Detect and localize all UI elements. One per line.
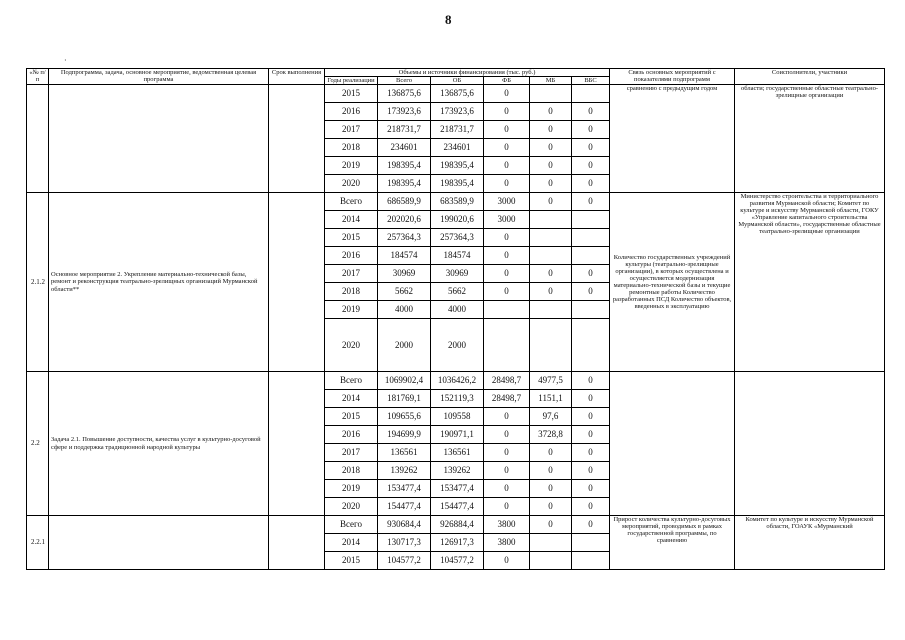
cell-ob: 136561 (431, 444, 484, 462)
cell-total: 257364,3 (378, 229, 431, 247)
cell-mb: 97,6 (530, 408, 572, 426)
cell-total: 5662 (378, 283, 431, 301)
header-row (27, 69, 885, 77)
cell-vbs: 0 (572, 390, 610, 408)
row-term (269, 85, 325, 193)
cell-ob: 198395,4 (431, 175, 484, 193)
cell-ob: 30969 (431, 265, 484, 283)
row-description: Задача 2.1. Повышение доступности, качества услуг в культурно-досуговой сфере и поддержка традиционной народной культуры (49, 372, 269, 516)
cell-vbs: 0 (572, 426, 610, 444)
header-col-years: Годы реализации (325, 77, 378, 85)
cell-total: 4000 (378, 301, 431, 319)
cell-ob: 104577,2 (431, 552, 484, 570)
cell-year: 2019 (325, 480, 378, 498)
cell-year: 2014 (325, 534, 378, 552)
header-coexec: Соисполнители, участники (735, 69, 885, 85)
cell-year: 2015 (325, 229, 378, 247)
cell-vbs: 0 (572, 498, 610, 516)
cell-total: 173923,6 (378, 103, 431, 121)
cell-vbs (572, 85, 610, 103)
cell-vbs (572, 552, 610, 570)
cell-total: 930684,4 (378, 516, 431, 534)
cell-total: 139262 (378, 462, 431, 480)
cell-year: Всего (325, 193, 378, 211)
cell-total: 154477,4 (378, 498, 431, 516)
cell-vbs: 0 (572, 480, 610, 498)
cell-year: 2014 (325, 211, 378, 229)
cell-total: 198395,4 (378, 157, 431, 175)
cell-ob: 184574 (431, 247, 484, 265)
cell-year: 2018 (325, 462, 378, 480)
cell-mb: 0 (530, 516, 572, 534)
cell-ob: 4000 (431, 301, 484, 319)
cell-vbs: 0 (572, 444, 610, 462)
cell-ob: 153477,4 (431, 480, 484, 498)
cell-vbs: 0 (572, 157, 610, 175)
cell-vbs: 0 (572, 516, 610, 534)
header-col-mb: МБ (530, 77, 572, 85)
cell-year: 2016 (325, 426, 378, 444)
cell-total: 136561 (378, 444, 431, 462)
row-term (269, 372, 325, 516)
cell-ob: 190971,1 (431, 426, 484, 444)
cell-mb: 0 (530, 157, 572, 175)
cell-mb: 0 (530, 193, 572, 211)
cell-year: Всего (325, 516, 378, 534)
cell-vbs: 0 (572, 462, 610, 480)
cell-total: 2000 (378, 319, 431, 372)
cell-fb: 28498,7 (484, 390, 530, 408)
cell-mb (530, 319, 572, 372)
cell-mb: 0 (530, 121, 572, 139)
row-term (269, 516, 325, 570)
cell-ob: 218731,7 (431, 121, 484, 139)
table-row (27, 372, 885, 390)
row-code: 2.2.1 (27, 516, 49, 570)
cell-mb: 0 (530, 444, 572, 462)
row-code: 2.1.2 (27, 193, 49, 372)
cell-ob: 136875,6 (431, 85, 484, 103)
row-link-indicator: Прирост количества культурно-досуговых мероприятий, проводимых в рамках государственной программы, по сравнению (610, 516, 735, 570)
cell-ob: 926884,4 (431, 516, 484, 534)
row-coexecutors (735, 372, 885, 516)
cell-fb: 0 (484, 480, 530, 498)
page-mark: · (64, 56, 67, 65)
cell-year: 2014 (325, 390, 378, 408)
cell-fb: 0 (484, 283, 530, 301)
page-number: 8 (445, 12, 452, 27)
cell-fb: 0 (484, 229, 530, 247)
cell-year: 2016 (325, 103, 378, 121)
cell-total: 136875,6 (378, 85, 431, 103)
cell-mb: 0 (530, 265, 572, 283)
cell-total: 1069902,4 (378, 372, 431, 390)
header-volumes: Объемы и источники финансирования (тыс. руб.) (325, 69, 610, 77)
cell-ob: 126917,3 (431, 534, 484, 552)
cell-ob: 173923,6 (431, 103, 484, 121)
row-coexecutors: области; государственные областные театрально-зрелищные организации (735, 85, 885, 193)
cell-ob: 2000 (431, 319, 484, 372)
cell-year: 2020 (325, 319, 378, 372)
cell-mb: 0 (530, 103, 572, 121)
cell-total: 30969 (378, 265, 431, 283)
cell-fb: 3000 (484, 193, 530, 211)
header-col-vbs: ВБС (572, 77, 610, 85)
cell-year: Всего (325, 372, 378, 390)
row-description: Основное мероприятие 2. Укрепление материально-технической базы, ремонт и реконструкция театрально-зрелищных организаций Мурманской области** (49, 193, 269, 372)
cell-mb: 3728,8 (530, 426, 572, 444)
cell-total: 109655,6 (378, 408, 431, 426)
cell-mb: 0 (530, 139, 572, 157)
cell-year: 2020 (325, 498, 378, 516)
cell-vbs: 0 (572, 175, 610, 193)
cell-year: 2016 (325, 247, 378, 265)
cell-fb: 3000 (484, 211, 530, 229)
cell-ob: 152119,3 (431, 390, 484, 408)
cell-vbs (572, 247, 610, 265)
row-description (49, 85, 269, 193)
header-col-ob: ОБ (431, 77, 484, 85)
header-col-total: Всего (378, 77, 431, 85)
cell-fb: 28498,7 (484, 372, 530, 390)
cell-fb: 0 (484, 175, 530, 193)
cell-year: 2018 (325, 283, 378, 301)
cell-mb: 1151,1 (530, 390, 572, 408)
cell-ob: 257364,3 (431, 229, 484, 247)
cell-vbs (572, 229, 610, 247)
header-col-fb: ФБ (484, 77, 530, 85)
cell-total: 218731,7 (378, 121, 431, 139)
cell-fb: 3800 (484, 516, 530, 534)
cell-ob: 199020,6 (431, 211, 484, 229)
row-description (49, 516, 269, 570)
row-link-indicator (610, 372, 735, 516)
row-link-indicator: сравнению с предыдущим годом (610, 85, 735, 193)
cell-mb: 0 (530, 480, 572, 498)
cell-year: 2019 (325, 301, 378, 319)
cell-year: 2018 (325, 139, 378, 157)
cell-mb (530, 85, 572, 103)
cell-mb (530, 247, 572, 265)
cell-fb: 0 (484, 85, 530, 103)
header-program: Подпрограмма, задача, основное мероприятие, ведомственная целевая программа (49, 69, 269, 85)
cell-ob: 109558 (431, 408, 484, 426)
cell-mb (530, 211, 572, 229)
cell-ob: 154477,4 (431, 498, 484, 516)
cell-total: 234601 (378, 139, 431, 157)
cell-mb: 0 (530, 175, 572, 193)
cell-mb (530, 301, 572, 319)
row-coexecutors: Министерство строительства и территориального развития Мурманской области; Комитет по культуре и искусству Мурманской области, ГОКУ «Управление капитального строительства Мурманской области», государственные областные театрально-зрелищные организации (735, 193, 885, 372)
cell-vbs (572, 301, 610, 319)
cell-vbs: 0 (572, 103, 610, 121)
cell-fb: 0 (484, 462, 530, 480)
row-code: 2.2 (27, 372, 49, 516)
cell-fb: 0 (484, 157, 530, 175)
cell-vbs: 0 (572, 121, 610, 139)
financing-table (26, 68, 885, 570)
cell-fb: 0 (484, 426, 530, 444)
cell-mb: 0 (530, 283, 572, 301)
cell-fb (484, 319, 530, 372)
cell-ob: 139262 (431, 462, 484, 480)
cell-mb: 0 (530, 498, 572, 516)
cell-mb: 4977,5 (530, 372, 572, 390)
cell-total: 104577,2 (378, 552, 431, 570)
cell-vbs (572, 319, 610, 372)
cell-ob: 1036426,2 (431, 372, 484, 390)
cell-year: 2017 (325, 121, 378, 139)
cell-fb: 0 (484, 408, 530, 426)
cell-ob: 234601 (431, 139, 484, 157)
cell-ob: 198395,4 (431, 157, 484, 175)
cell-fb (484, 301, 530, 319)
cell-vbs: 0 (572, 372, 610, 390)
cell-year: 2020 (325, 175, 378, 193)
cell-mb: 0 (530, 462, 572, 480)
cell-mb (530, 534, 572, 552)
cell-ob: 683589,9 (431, 193, 484, 211)
header-link: Связь основных мероприятий с показателями подпрограмм (610, 69, 735, 85)
header-term: Срок выполнения (269, 69, 325, 85)
cell-vbs: 0 (572, 139, 610, 157)
row-term (269, 193, 325, 372)
cell-year: 2015 (325, 552, 378, 570)
cell-vbs (572, 534, 610, 552)
cell-total: 130717,3 (378, 534, 431, 552)
cell-mb (530, 229, 572, 247)
cell-total: 181769,1 (378, 390, 431, 408)
row-code (27, 85, 49, 193)
cell-fb: 0 (484, 103, 530, 121)
cell-fb: 0 (484, 139, 530, 157)
cell-vbs: 0 (572, 283, 610, 301)
cell-fb: 0 (484, 498, 530, 516)
cell-total: 198395,4 (378, 175, 431, 193)
row-coexecutors: Комитет по культуре и искусству Мурманской области, ГОАУК «Мурманский (735, 516, 885, 570)
cell-vbs (572, 211, 610, 229)
table-row (27, 193, 885, 211)
table-row (27, 516, 885, 534)
cell-fb: 0 (484, 265, 530, 283)
row-link-indicator: Количество государственных учреждений культуры (театрально-зрелищные организации), в которых осуществлена и осуществляется модернизация материально-технической базы и текущие ремонтные работы Количество разработанных ПСД Количество объектов, введенных в эксплуатацию (610, 193, 735, 372)
cell-fb: 0 (484, 247, 530, 265)
cell-vbs: 0 (572, 408, 610, 426)
cell-year: 2015 (325, 408, 378, 426)
cell-vbs: 0 (572, 193, 610, 211)
cell-year: 2017 (325, 444, 378, 462)
cell-total: 194699,9 (378, 426, 431, 444)
header-num: «№ п/п (27, 69, 49, 85)
cell-vbs: 0 (572, 265, 610, 283)
cell-fb: 0 (484, 552, 530, 570)
cell-total: 153477,4 (378, 480, 431, 498)
cell-year: 2017 (325, 265, 378, 283)
cell-fb: 3800 (484, 534, 530, 552)
table-body (27, 69, 885, 570)
cell-fb: 0 (484, 121, 530, 139)
cell-total: 686589,9 (378, 193, 431, 211)
cell-mb (530, 552, 572, 570)
table-row (27, 85, 885, 103)
cell-ob: 5662 (431, 283, 484, 301)
cell-total: 202020,6 (378, 211, 431, 229)
cell-total: 184574 (378, 247, 431, 265)
cell-year: 2015 (325, 85, 378, 103)
cell-fb: 0 (484, 444, 530, 462)
cell-year: 2019 (325, 157, 378, 175)
